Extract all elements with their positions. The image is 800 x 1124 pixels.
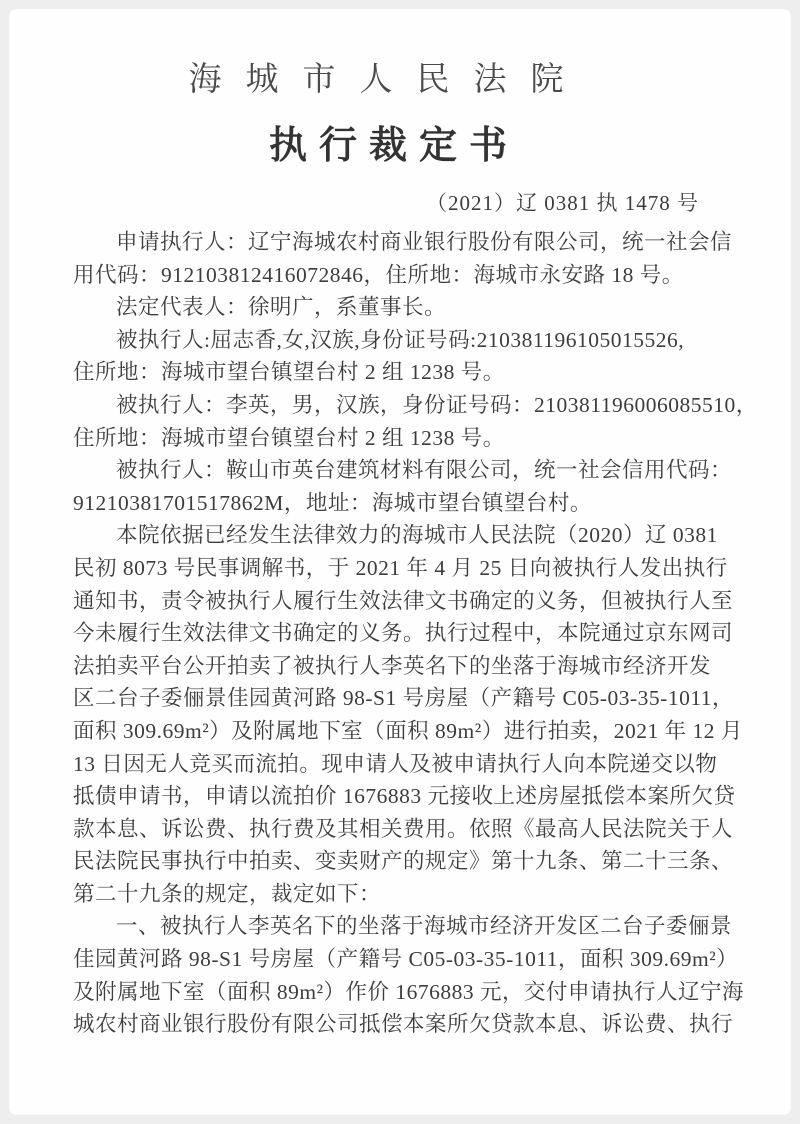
document-line: 款本息、诉讼费、执行费及其相关费用。依照《最高人民法院关于人 bbox=[73, 816, 734, 841]
document-line: 今未履行生效法律文书确定的义务。执行过程中，本院通过京东网司 bbox=[73, 621, 734, 646]
document-body bbox=[9, 226, 791, 1041]
document-line: 城农村商业银行股份有限公司抵偿本案所欠贷款本息、诉讼费、执行 bbox=[73, 1012, 734, 1037]
document-line: 住所地：海城市望台镇望台村 2 组 1238 号。 bbox=[73, 360, 505, 385]
document-line: 第二十九条的规定，裁定如下： bbox=[73, 881, 382, 906]
document-line: 用代码：912103812416072846，住所地：海城市永安路 18 号。 bbox=[73, 262, 684, 287]
document-line: 法定代表人：徐明广，系董事长。 bbox=[116, 295, 447, 320]
court-name-heading: 海城市人民法院 bbox=[188, 62, 588, 98]
document-line: 通知书，责令被执行人履行生效法律文书确定的义务，但被执行人至 bbox=[73, 588, 734, 613]
document-line: 91210381701517862M，地址：海城市望台镇望台村。 bbox=[73, 490, 592, 515]
document-line: 及附属地下室（面积 89m²）作价 1676883 元，交付申请执行人辽宁海 bbox=[73, 979, 745, 1004]
document-line: 区二台子委俪景佳园黄河路 98-S1 号房屋（产籍号 C05-03-35-1011， bbox=[73, 686, 735, 711]
document-line: 13 日因无人竞买而流拍。现申请人及被申请执行人向本院递交以物 bbox=[73, 751, 718, 776]
document-line: 民法院民事执行中拍卖、变卖财产的规定》第十九条、第二十三条、 bbox=[73, 849, 734, 874]
document-line: 住所地：海城市望台镇望台村 2 组 1238 号。 bbox=[73, 425, 505, 450]
document-line: 一、被执行人李英名下的坐落于海城市经济开发区二台子委俪景 bbox=[116, 914, 733, 939]
document-line: 民初 8073 号民事调解书，于 2021 年 4 月 25 日向被执行人发出执行 bbox=[73, 555, 728, 580]
document-line: 本院依据已经发生法律效力的海城市人民法院（2020）辽 0381 bbox=[116, 523, 718, 548]
document-line: 被执行人：李英，男，汉族，身份证号码：210381196006085510， bbox=[116, 392, 758, 417]
document-line: 被执行人:屈志香,女,汉族,身份证号码:210381196105015526, bbox=[116, 327, 685, 352]
scanned-document-page bbox=[9, 9, 791, 1115]
document-line: 被执行人：鞍山市英台建筑材料有限公司，统一社会信用代码： bbox=[116, 458, 733, 483]
document-line: 申请执行人：辽宁海城农村商业银行股份有限公司，统一社会信 bbox=[116, 230, 733, 254]
document-title: 执行裁定书 bbox=[268, 125, 519, 167]
case-number: （2021）辽 0381 执 1478 号 bbox=[426, 191, 699, 215]
document-line: 抵债申请书，申请以流拍价 1676883 元接收上述房屋抵偿本案所欠贷 bbox=[73, 784, 736, 809]
document-line: 法拍卖平台公开拍卖了被执行人李英名下的坐落于海城市经济开发 bbox=[73, 653, 712, 678]
document-line: 佳园黄河路 98-S1 号房屋（产籍号 C05-03-35-1011，面积 309.69m²） bbox=[73, 947, 739, 972]
document-line: 面积 309.69m²）及附属地下室（面积 89m²）进行拍卖，2021 年 12 月 bbox=[73, 718, 743, 743]
